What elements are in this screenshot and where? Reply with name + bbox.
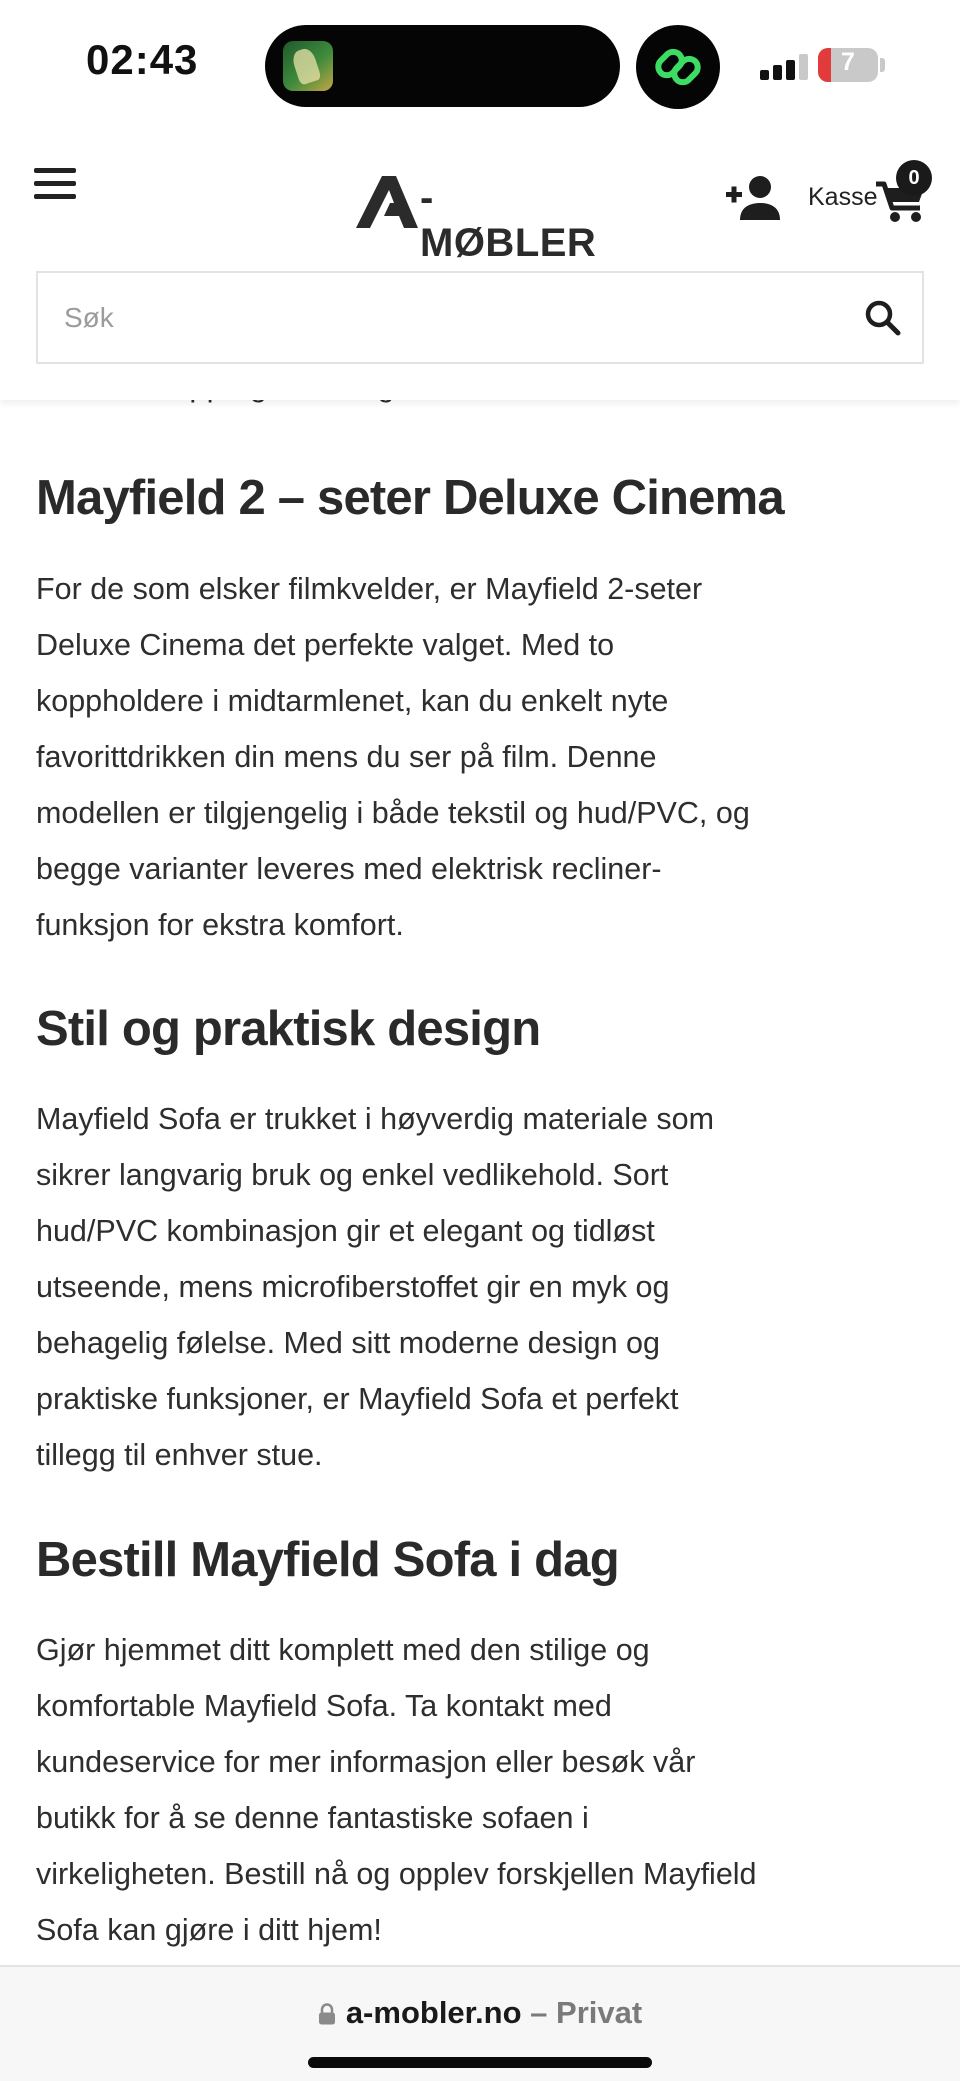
browser-bottom-bar [0, 1965, 960, 2081]
menu-icon[interactable] [34, 168, 78, 202]
phone-link-icon[interactable] [636, 25, 720, 109]
logo-a-icon [356, 172, 418, 230]
search-bar [36, 271, 924, 364]
logo-text: -MØBLER [420, 176, 597, 265]
section-paragraph-order: Gjør hjemmet ditt komplett med den stilige og komfortable Mayfield Sofa. Ta kontakt med kundeservice for mer informasjon eller besøk vår butikk for å se denne fantastiske sofaen i virkeligheten. Bestill nå og opplev forskjellen Mayfield Sofa kan gjøre i ditt hjem! [36, 1633, 757, 1947]
site-logo[interactable] [356, 170, 606, 265]
section-heading-design: Stil og praktisk design [36, 1002, 541, 1056]
cellular-signal-icon [760, 54, 808, 80]
search-input[interactable] [64, 273, 844, 362]
status-time: 02:43 [86, 36, 199, 83]
site-header [0, 130, 960, 400]
home-indicator[interactable] [308, 2057, 652, 2068]
section-paragraph-design: Mayfield Sofa er trukket i høyverdig materiale som sikrer langvarig bruk og enkel vedlikehold. Sort hud/PVC kombinasjon gir et elegant og tidløst utseende, mens microfiberstoffet gir en myk og behagelig følelse. Med sitt moderne design og praktiske funksjoner, er Mayfield Sofa et perfekt tillegg til enhver stue. [36, 1102, 715, 1472]
url-domain: a-mobler.no [345, 1995, 522, 2030]
battery-cap [880, 58, 885, 72]
section-heading-cinema: Mayfield 2 – seter Deluxe Cinema [36, 471, 784, 525]
url-separator: – [530, 1995, 548, 2030]
live-activity-app-icon[interactable] [283, 41, 333, 91]
add-user-icon[interactable] [724, 174, 782, 222]
cart-label[interactable]: Kasse [808, 183, 878, 211]
battery-icon [818, 48, 878, 82]
cart-count-badge: 0 [896, 160, 932, 196]
search-icon[interactable] [864, 299, 902, 337]
section-heading-order: Bestill Mayfield Sofa i dag [36, 1533, 619, 1587]
private-mode-label: Privat [556, 1995, 643, 2030]
lock-icon [318, 2003, 336, 2025]
address-bar[interactable] [0, 1995, 960, 2031]
dynamic-island[interactable] [265, 25, 620, 107]
section-paragraph-cinema: For de som elsker filmkvelder, er Mayfield 2-seter Deluxe Cinema det perfekte valget. Med to koppholdere i midtarmlenet, kan du enkelt nyte favorittdrikken din mens du ser på film. Denne modellen er tilgjengelig i både tekstil og hud/PVC, og begge varianter leveres med elektrisk recliner- funksjon for ekstra komfort. [36, 572, 750, 942]
battery-level: 7 [841, 48, 855, 76]
status-bar [0, 0, 960, 130]
